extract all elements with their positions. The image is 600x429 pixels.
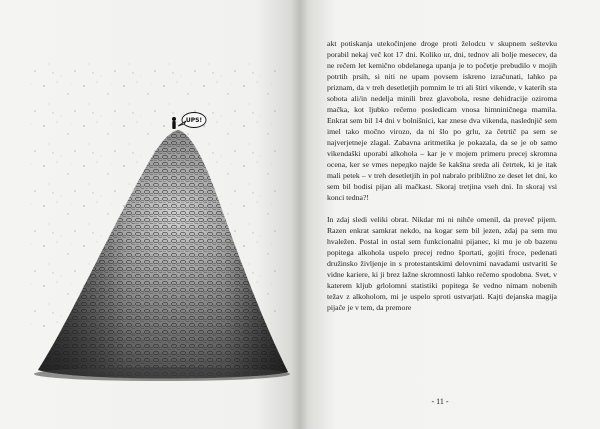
paragraph: In zdaj sledi veliki obrat. Nikdar mi ni nihče omenil, da preveč pijem. Razen enkrat samkrat nekdo, na kogar sem bil jezen, zdaj pa sem mu hvaležen. Postal in ostal sem funkcionalni pijanec, ki mu je ob bazenu popitega alkohola uspelo precej redno športati, gojiti froce, pedenati družinsko življenje in s protestantskimi delovnimi navadami ustvariti še vidne kariere, ki ji brez lažne skromnosti lahko rečemo spodobna. Svet, v katerem kljub grlolomni statistiki popitega še vedno nimam nobenih težav z alkoholom, mi je uspelo sproti ustvarjati. Kajti dejanska magija pijače je v tem, da premore: [327, 215, 557, 312]
bubble-text: UPS!: [185, 117, 203, 125]
person-figure: [172, 117, 176, 129]
body-text: [327, 38, 557, 313]
ground-shadow: [34, 367, 290, 381]
page-number: - 11 -: [431, 397, 449, 406]
paragraph: akt potiskanja utekočinjene droge proti želodcu v skupnem seštevku porabil nekaj več kot 17 dni. Koliko ur, dni, tednov ali bolje mesecev, da ne rečem let kemično obdelanega upanja je to početje prebudilo v mojih potrtih prsih, si niti ne upam povsem iskreno izračunati, lahko pa priznam, da v treh desetletjih pomnim le tri ali štiri vikende, v katerih sta sobota ali/in nedelja minili brez glavobola, resne dehidracije oziroma mačka, kot ljubko rečemo posledicam vnosa himniničnega mamila. Enkrat sem bil 14 dni v bolnišnici, kar znese dva vikenda, naslednjič sem imel tako močno virozo, da ni šlo po grlu, za četrtič pa sem se najverjetneje zlagal. Zabavna aritmetika je pokazala, da se je ob samo vikendaški uporabi alkohola – kar je v mojem primeru precej skromna ocena, ker se vmes nередko najde še kakšna sreda ali četrtek, ki je itak mali petek – v treh desetletjih in pol nabralo približno ze deset let dni, ko sem bil bodisi pijan ali mačkast. Skoraj tretjina vseh dni. In skoraj vsi konci tedna?!: [327, 39, 557, 202]
